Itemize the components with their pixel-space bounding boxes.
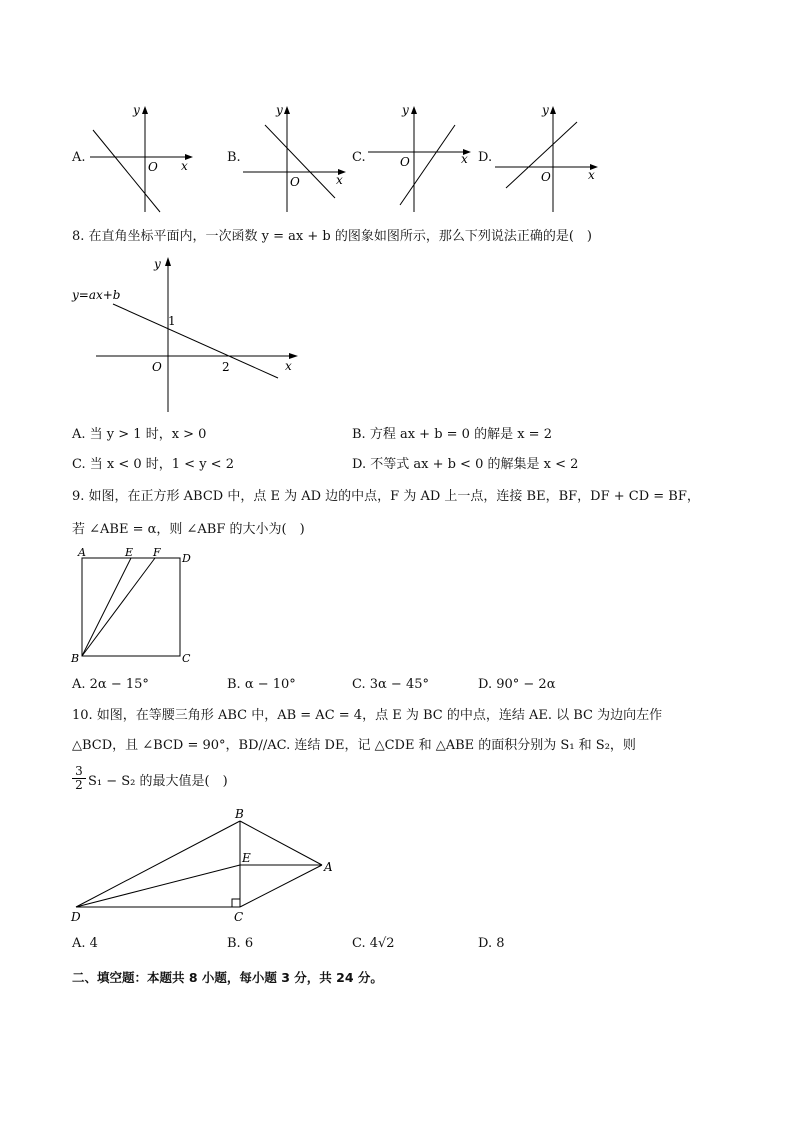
q9-label-f: F: [153, 546, 161, 559]
q8-stem: 8. 在直角坐标平面内，一次函数 y = ax + b 的图象如图所示，那么下列说法正确的是( ): [72, 229, 593, 244]
q7-b-x-label: x: [336, 173, 343, 187]
q8-option-a[interactable]: A. 当 y > 1 时，x > 0: [72, 427, 207, 442]
q9-label-b: B: [71, 652, 80, 665]
q9-option-a[interactable]: A. 2α − 15°: [72, 677, 149, 692]
q10-stem-line2: △BCD，且 ∠BCD = 90°，BD//AC. 连结 DE，记 △CDE 和 △ABE 的面积分别为 S₁ 和 S₂，则: [72, 738, 636, 753]
q10-option-a[interactable]: A. 4: [72, 936, 98, 951]
q10-label-a: A: [324, 860, 333, 874]
q7-option-d-graph[interactable]: [492, 100, 607, 215]
q7-b-origin-label: O: [290, 175, 300, 189]
q7-option-c-graph[interactable]: [365, 100, 480, 215]
q8-option-b[interactable]: B. 方程 ax + b = 0 的解是 x = 2: [352, 427, 552, 442]
q8-x-intercept-label: 2: [222, 360, 230, 374]
q10-option-d[interactable]: D. 8: [478, 936, 505, 951]
q7-option-d-letter: D.: [478, 150, 493, 165]
q8-x-label: x: [285, 359, 292, 373]
q7-option-a-graph[interactable]: [85, 100, 200, 215]
q10-label-e: E: [242, 851, 251, 865]
q7-option-b-letter: B.: [227, 150, 241, 165]
q10-stem-line1: 10. 如图，在等腰三角形 ABC 中，AB = AC = 4，点 E 为 BC 的中点，连结 AE. 以 BC 为边向左作: [72, 708, 663, 723]
q10-label-d: D: [71, 910, 81, 924]
q8-option-d[interactable]: D. 不等式 ax + b < 0 的解集是 x < 2: [352, 457, 579, 472]
q9-label-e: E: [125, 546, 134, 559]
q9-option-d[interactable]: D. 90° − 2α: [478, 677, 556, 692]
q7-a-x-label: x: [181, 159, 188, 173]
q7-option-c-letter: C.: [352, 150, 366, 165]
q8-figure: [68, 252, 308, 417]
q9-option-b[interactable]: B. α − 10°: [227, 677, 296, 692]
q9-label-c: C: [182, 652, 191, 665]
q9-option-c[interactable]: C. 3α − 45°: [352, 677, 429, 692]
q7-a-y-label: y: [133, 103, 140, 117]
q7-d-y-label: y: [542, 103, 549, 117]
q7-option-b-graph[interactable]: [240, 100, 355, 215]
q7-c-origin-label: O: [400, 155, 410, 169]
section-2-heading: 二、填空题：本题共 8 小题，每小题 3 分，共 24 分。: [72, 970, 383, 985]
q10-fraction: [72, 765, 86, 792]
q9-figure: [68, 543, 203, 668]
q10-fraction-denominator: 2: [75, 778, 83, 792]
q10-option-b[interactable]: B. 6: [227, 936, 254, 951]
q9-label-a: A: [78, 546, 86, 559]
q8-y-intercept-label: 1: [168, 314, 176, 328]
q8-y-label: y: [154, 257, 161, 271]
q10-figure: [66, 805, 346, 925]
q8-option-c[interactable]: C. 当 x < 0 时，1 < y < 2: [72, 457, 234, 472]
q7-d-x-label: x: [588, 168, 595, 182]
q7-a-origin-label: O: [148, 160, 158, 174]
q7-c-y-label: y: [402, 103, 409, 117]
q8-line-label: y=ax+b: [72, 288, 121, 302]
q10-option-c[interactable]: C. 4√2: [352, 936, 395, 951]
q8-origin-label: O: [152, 360, 162, 374]
q9-label-d: D: [182, 552, 191, 565]
q9-stem-line1: 9. 如图，在正方形 ABCD 中，点 E 为 AD 边的中点，F 为 AD 上一点，连接 BE，BF，DF + CD = BF，: [72, 489, 700, 504]
q9-stem-line2: 若 ∠ABE = α，则 ∠ABF 的大小为( ): [72, 522, 305, 537]
q7-b-y-label: y: [276, 103, 283, 117]
q7-d-origin-label: O: [541, 170, 551, 184]
q7-option-a-letter: A.: [72, 150, 86, 165]
q10-fraction-numerator: 3: [75, 764, 83, 778]
q10-label-b: B: [235, 807, 244, 821]
q10-label-c: C: [234, 910, 244, 924]
q7-c-x-label: x: [461, 152, 468, 166]
q10-stem-line3: S₁ − S₂ 的最大值是( ): [88, 774, 228, 789]
